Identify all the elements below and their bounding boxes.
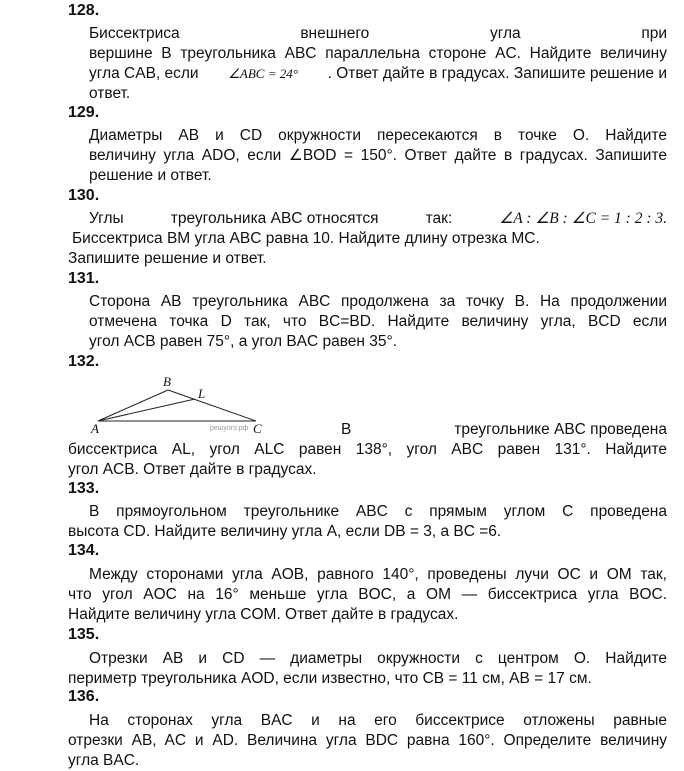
problem-number: 132. xyxy=(68,353,100,370)
vertex-label-b: B xyxy=(163,374,171,389)
problem-text-line: вершине B треугольника ABC параллельна стороне AC. Найдите величину xyxy=(89,45,667,62)
problem-text-line xyxy=(89,64,667,84)
problem-text-line: В прямоугольном треугольнике ABC с прямым углом C проведена xyxy=(89,503,667,520)
problem-text-line: Найдите величину угла COM. Ответ дайте в градусах. xyxy=(68,606,459,623)
problem-text-line: Запишите решение и ответ. xyxy=(68,250,267,267)
math-formula: ∠A : ∠B : ∠C = 1 : 2 : 3. xyxy=(499,210,667,227)
problem-text-line: высота CD. Найдите величину угла A, если DB = 3, а BC =6. xyxy=(68,523,502,540)
math-formula: ∠ABC = 24° xyxy=(228,66,298,81)
word: В xyxy=(341,421,352,438)
problem-number: 134. xyxy=(68,542,100,559)
text: треугольника ABC относятся xyxy=(170,210,379,227)
word: угла xyxy=(489,25,521,42)
problem-text-line: решение и ответ. xyxy=(89,167,212,184)
problem-text-line: что угол AOC на 16° меньше угла BOC, а OM — биссектриса угла BOC. xyxy=(68,586,667,603)
word: Биссектриса xyxy=(89,25,180,42)
problem-text-line: ответ. xyxy=(89,85,131,102)
problem-number: 133. xyxy=(68,480,100,497)
side-ab xyxy=(98,390,168,421)
problem-text-line: На сторонах угла BAC и на его биссектрисе отложены равные xyxy=(89,712,667,729)
text: треугольнике ABC проведена xyxy=(454,421,667,438)
problem-text-line: периметр треугольника AOD, если известно, что CB = 11 см, AB = 17 см. xyxy=(68,670,592,687)
problem-text-line xyxy=(89,24,667,44)
text: угла CAB, если xyxy=(89,65,199,82)
problem-text-line xyxy=(89,209,667,229)
problem-text-line: Отрезки AB и CD — диаметры окружности с центром O. Найдите xyxy=(89,650,667,667)
problem-text-line: угол ACB. Ответ дайте в градусах. xyxy=(68,461,317,478)
side-bc xyxy=(168,390,256,421)
point-label-l: L xyxy=(198,386,206,401)
problem-text-line: отрезки AB, AC и AD. Величина угла BDC равна 160°. Определите величину xyxy=(68,732,667,749)
problem-text-line: отмечена точка D так, что BC=BD. Найдите величину угла, BCD если xyxy=(89,313,667,330)
problem-number: 128. xyxy=(68,2,100,19)
watermark: решуогэ.рф xyxy=(210,425,249,432)
problem-text-line: Между сторонами угла AOB, равного 140°, проведены лучи OC и OM так, xyxy=(89,566,667,583)
text: . Ответ дайте в градусах. Запишите решение и xyxy=(327,65,667,82)
problem-text-line: Сторона AB треугольника ABC продолжена за точку B. На продолжении xyxy=(89,293,667,310)
problem-text-line: Диаметры AB и CD окружности пересекаются в точке O. Найдите xyxy=(89,127,667,144)
problem-number: 131. xyxy=(68,270,100,287)
problem-text-line: биссектриса AL, угол ALC равен 138°, угол ABC равен 131°. Найдите xyxy=(68,441,667,458)
problem-text-line: угол ACB равен 75°, а угол BAC равен 35°. xyxy=(89,333,398,350)
problem-text-line xyxy=(341,420,667,440)
vertex-label-c: C xyxy=(253,421,262,436)
problem-text-line: угла BAC. xyxy=(68,752,140,769)
problem-text-line: Биссектриса BM угла ABC равна 10. Найдите длину отрезка MC. xyxy=(72,230,540,247)
word: Углы xyxy=(89,210,124,227)
problem-number: 135. xyxy=(68,626,100,643)
problem-number: 129. xyxy=(68,104,100,121)
word: так: xyxy=(425,210,453,227)
triangle-figure xyxy=(88,373,283,438)
problem-number: 130. xyxy=(68,187,100,204)
problem-text-line: величину угла ADO, если ∠BOD = 150°. Ответ дайте в градусах. Запишите xyxy=(89,147,667,164)
word: при xyxy=(641,25,667,42)
bisector-al xyxy=(98,399,195,421)
vertex-label-a: A xyxy=(91,421,99,436)
word: внешнего xyxy=(300,25,370,42)
problem-number: 136. xyxy=(68,688,100,705)
